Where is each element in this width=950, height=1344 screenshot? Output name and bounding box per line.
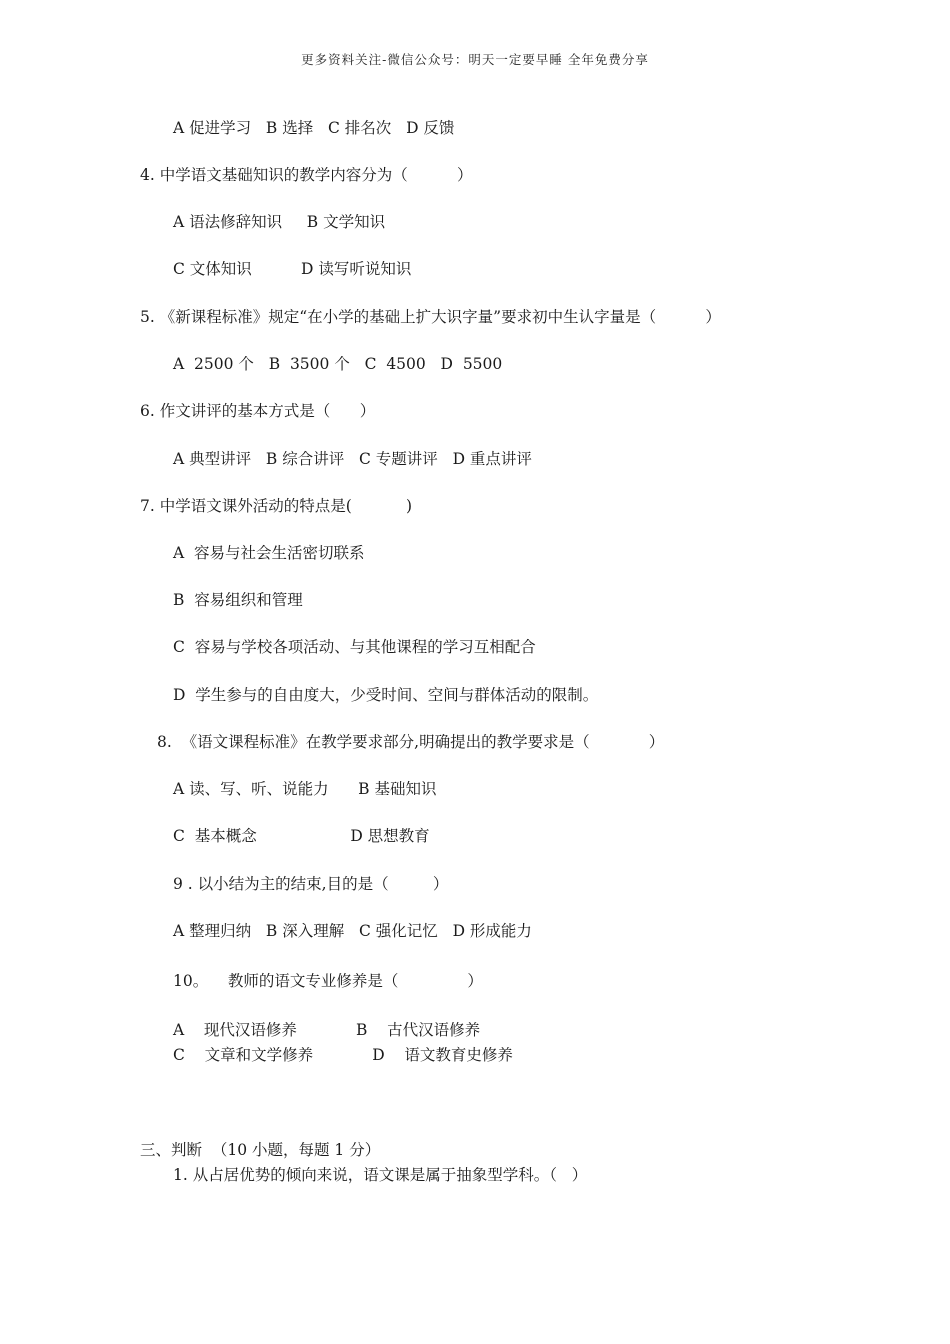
q10-options-cd: C 文章和文学修养 D 语文教育史修养	[173, 1046, 513, 1064]
q6-options: A 典型讲评 B 综合讲评 C 专题讲评 D 重点讲评	[173, 450, 532, 468]
q10-options-ab: A 现代汉语修养 B 古代汉语修养	[173, 1021, 481, 1039]
question-4: 4. 中学语文基础知识的教学内容分为（ ）	[140, 166, 473, 184]
q9-options: A 整理归纳 B 深入理解 C 强化记忆 D 形成能力	[173, 922, 532, 940]
question-5: 5. 《新课程标准》规定“在小学的基础上扩大识字量”要求初中生认字量是（ ）	[140, 308, 721, 326]
q5-options: A 2500 个 B 3500 个 C 4500 D 5500	[173, 355, 503, 373]
page-header: 更多资料关注-微信公众号：明天一定要早睡 全年免费分享	[301, 52, 649, 67]
question-9: 9 . 以小结为主的结束,目的是（ ）	[173, 875, 449, 893]
question-6: 6. 作文讲评的基本方式是（ ）	[140, 402, 376, 420]
q8-options-ab: A 读、写、听、说能力 B 基础知识	[173, 780, 437, 798]
q3-options: A 促进学习 B 选择 C 排名次 D 反馈	[173, 119, 455, 137]
question-10: 10。 教师的语文专业修养是（ ）	[173, 972, 483, 990]
question-7: 7. 中学语文课外活动的特点是( )	[140, 497, 413, 515]
q7-option-d: D 学生参与的自由度大，少受时间、空间与群体活动的限制。	[173, 686, 599, 704]
question-8: 8. 《语文课程标准》在教学要求部分,明确提出的教学要求是（ ）	[157, 733, 665, 751]
q4-options-cd: C 文体知识 D 读写听说知识	[173, 260, 412, 278]
section-3-heading: 三、判断 （10 小题，每题 1 分）	[140, 1141, 381, 1159]
q8-options-cd: C 基本概念 D 思想教育	[173, 827, 430, 845]
q7-option-c: C 容易与学校各项活动、与其他课程的学习互相配合	[173, 638, 536, 656]
q7-option-b: B 容易组织和管理	[173, 591, 303, 609]
judge-question-1: 1. 从占居优势的倾向来说，语文课是属于抽象型学科。（ ）	[173, 1166, 588, 1184]
q7-option-a: A 容易与社会生活密切联系	[173, 544, 365, 562]
q4-options-ab: A 语法修辞知识 B 文学知识	[173, 213, 386, 231]
